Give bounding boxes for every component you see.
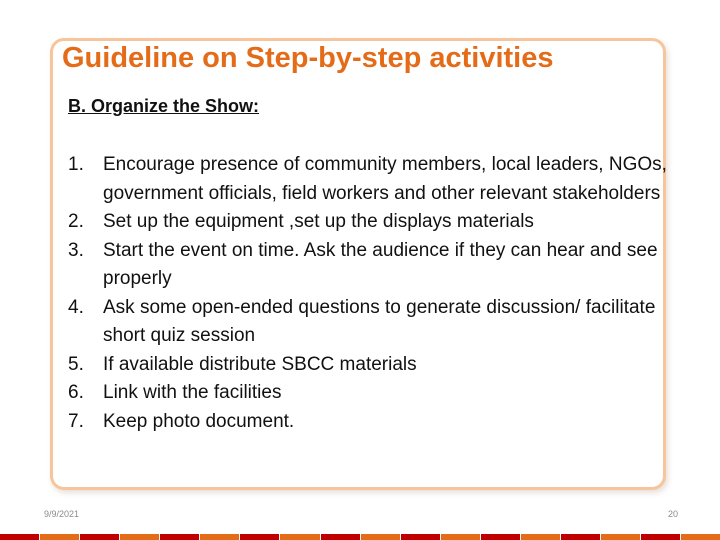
bar-segment	[80, 534, 120, 540]
bar-segment	[601, 534, 641, 540]
list-item-text: If available distribute SBCC materials	[103, 353, 417, 375]
list-item-number: 3.	[68, 239, 84, 261]
bar-segment	[441, 534, 481, 540]
list-item	[68, 294, 668, 351]
bar-segment	[120, 534, 160, 540]
list-item-text: Set up the equipment ,set up the displays materials	[103, 211, 534, 232]
list-item	[68, 379, 668, 408]
list-item	[68, 208, 668, 237]
list-item-number: 1.	[68, 154, 84, 175]
bar-segment	[561, 534, 601, 540]
list-item	[68, 408, 668, 437]
list-item-number: 7.	[68, 410, 84, 432]
list-item-number: 4.	[68, 296, 84, 318]
bar-segment	[401, 534, 441, 540]
bar-segment	[240, 534, 280, 540]
bar-segment	[361, 534, 401, 540]
list-item-number: 6.	[68, 382, 84, 403]
list-item-text: Start the event on time. Ask the audience if they can hear and see properly	[103, 239, 658, 289]
bar-segment	[200, 534, 240, 540]
list-item	[68, 237, 668, 294]
bar-segment	[681, 534, 720, 540]
list-item-text: Link with the facilities	[103, 382, 282, 403]
slide-title: Guideline on Step-by-step activities	[62, 42, 554, 74]
list-item	[68, 151, 668, 208]
bar-segment	[641, 534, 681, 540]
footer-date: 9/9/2021	[44, 509, 80, 519]
page-number: 20	[667, 509, 678, 519]
steps-list	[68, 151, 668, 436]
bar-segment	[481, 534, 521, 540]
bar-segment	[0, 534, 40, 540]
list-item	[68, 351, 668, 380]
bar-segment	[280, 534, 320, 540]
list-item-number: 5.	[68, 353, 84, 375]
list-item-text: Keep photo document.	[103, 410, 295, 432]
bar-segment	[40, 534, 80, 540]
list-item-text: Ask some open-ended questions to generate discussion/ facilitate short quiz session	[103, 296, 656, 346]
list-item-text: Encourage presence of community members, local leaders, NGOs, government officials, field workers and other relevant stakeholders	[103, 154, 667, 204]
bottom-color-bar	[0, 534, 720, 540]
bar-segment	[521, 534, 561, 540]
section-subtitle: B. Organize the Show:	[68, 96, 260, 116]
bar-segment	[321, 534, 361, 540]
list-item-number: 2.	[68, 211, 84, 232]
bar-segment	[160, 534, 200, 540]
